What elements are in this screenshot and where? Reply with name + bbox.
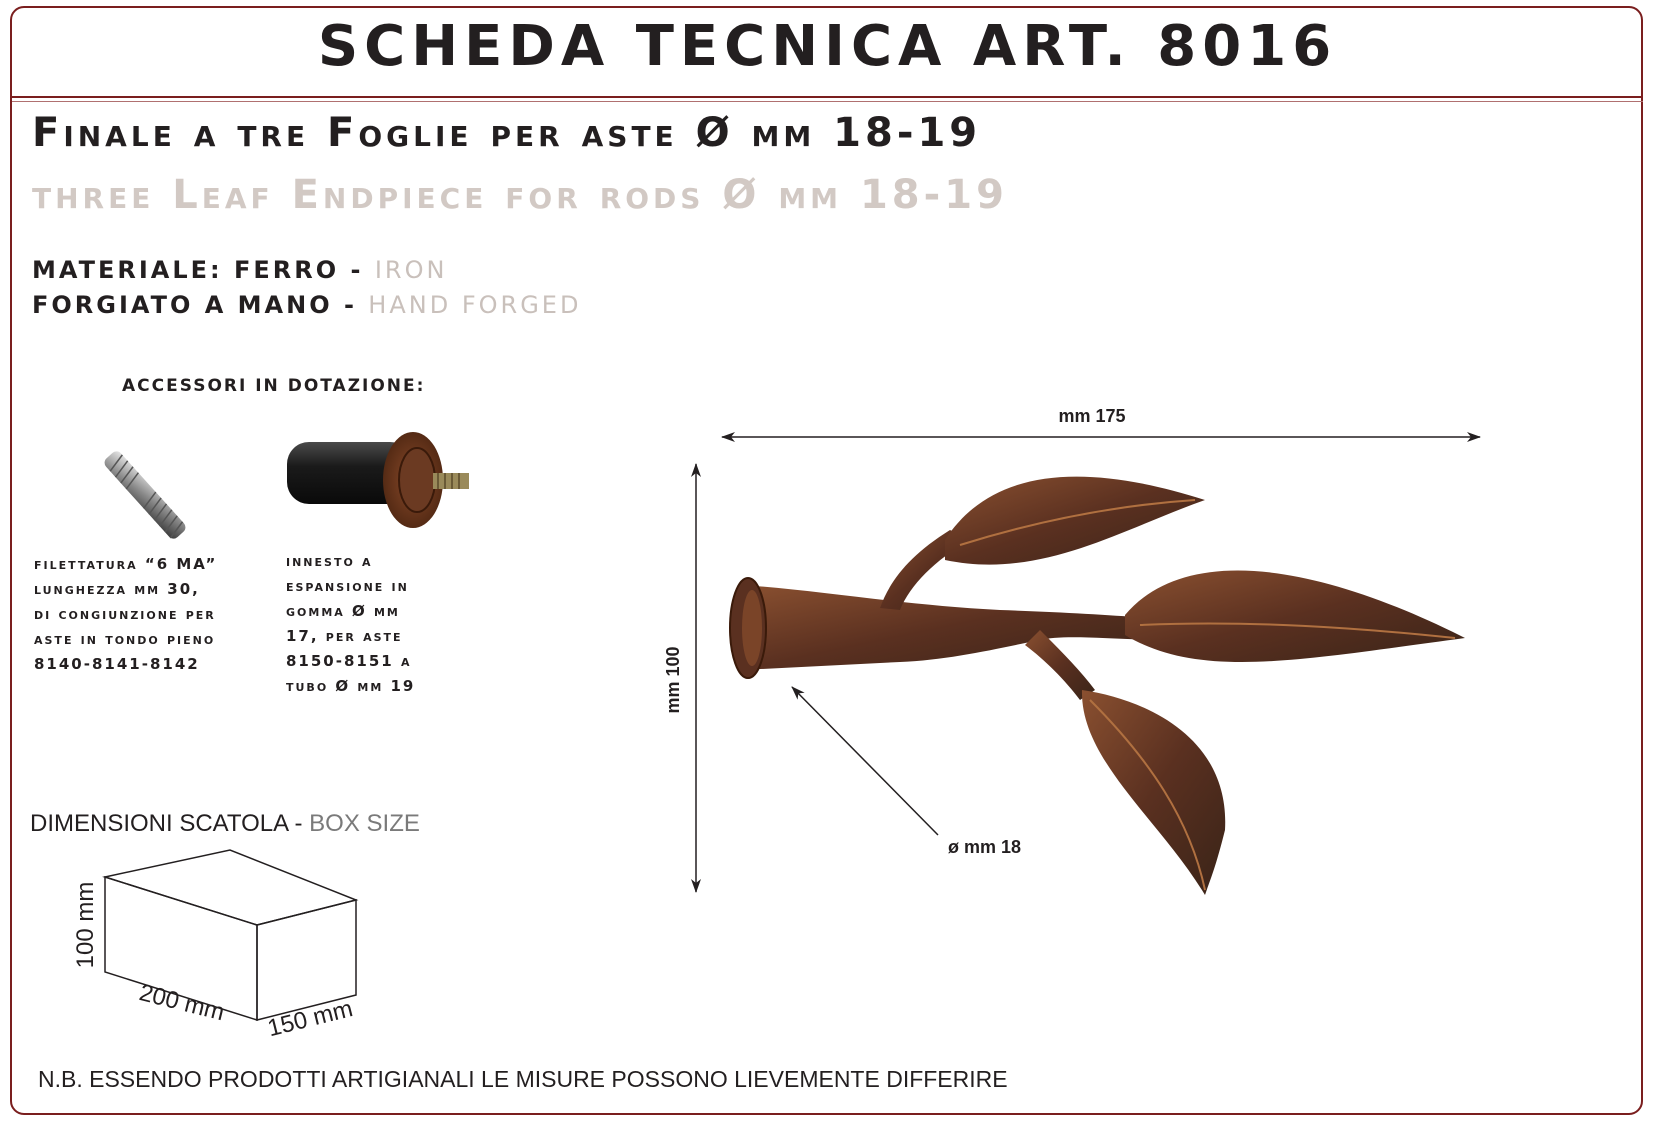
plug-line: 8150-8151 a [286,652,412,670]
screw-line: aste in tondo pieno [34,630,216,648]
plug-line: tubo Ø mm 19 [286,677,416,695]
plug-line: innesto a [286,552,373,570]
product-title-it: Finale a tre Foglie per aste Ø mm 18-19 [32,110,982,156]
screw-line: di congiunzione per [34,605,216,623]
forging-it: FORGIATO A MANO - [32,291,369,319]
footnote: N.B. ESSENDO PRODOTTI ARTIGIANALI LE MISURE POSSONO LIEVEMENTE DIFFERIRE [38,1066,1008,1092]
screw-line: lunghezza mm 30, [34,580,200,598]
plug-line: 17, per aste [286,627,403,645]
material-it: MATERIALE: FERRO - [32,256,375,284]
box-depth-label: 150 mm [264,995,356,1043]
box-height-label: 100 mm [72,881,99,969]
material-en: IRON [374,256,448,284]
box-title-en: BOX SIZE [309,810,420,837]
screw-line: 8140-8141-8142 [34,655,200,673]
three-leaf-endpiece-icon [730,477,1465,895]
plug-line: gomma Ø mm [286,602,400,620]
diameter-leader-line [792,687,938,835]
forging-en: HAND FORGED [368,291,582,319]
height-label: mm 100 [663,646,683,714]
product-title-en: three Leaf Endpiece for rods Ø mm 18-19 [32,172,1008,218]
box-size-title [30,810,420,838]
diameter-label: ø mm 18 [948,837,1022,857]
box-title-it: DIMENSIONI SCATOLA - [30,810,310,837]
accessories-title: ACCESSORI IN DOTAZIONE: [122,376,426,396]
page-title: SCHEDA TECNICA ART. 8016 [317,14,1338,79]
screw-line: filettatura “6 MA” [34,555,218,573]
plug-line: espansione in [286,577,409,595]
width-label: mm 175 [1058,406,1126,426]
box-length-label: 200 mm [136,979,228,1027]
